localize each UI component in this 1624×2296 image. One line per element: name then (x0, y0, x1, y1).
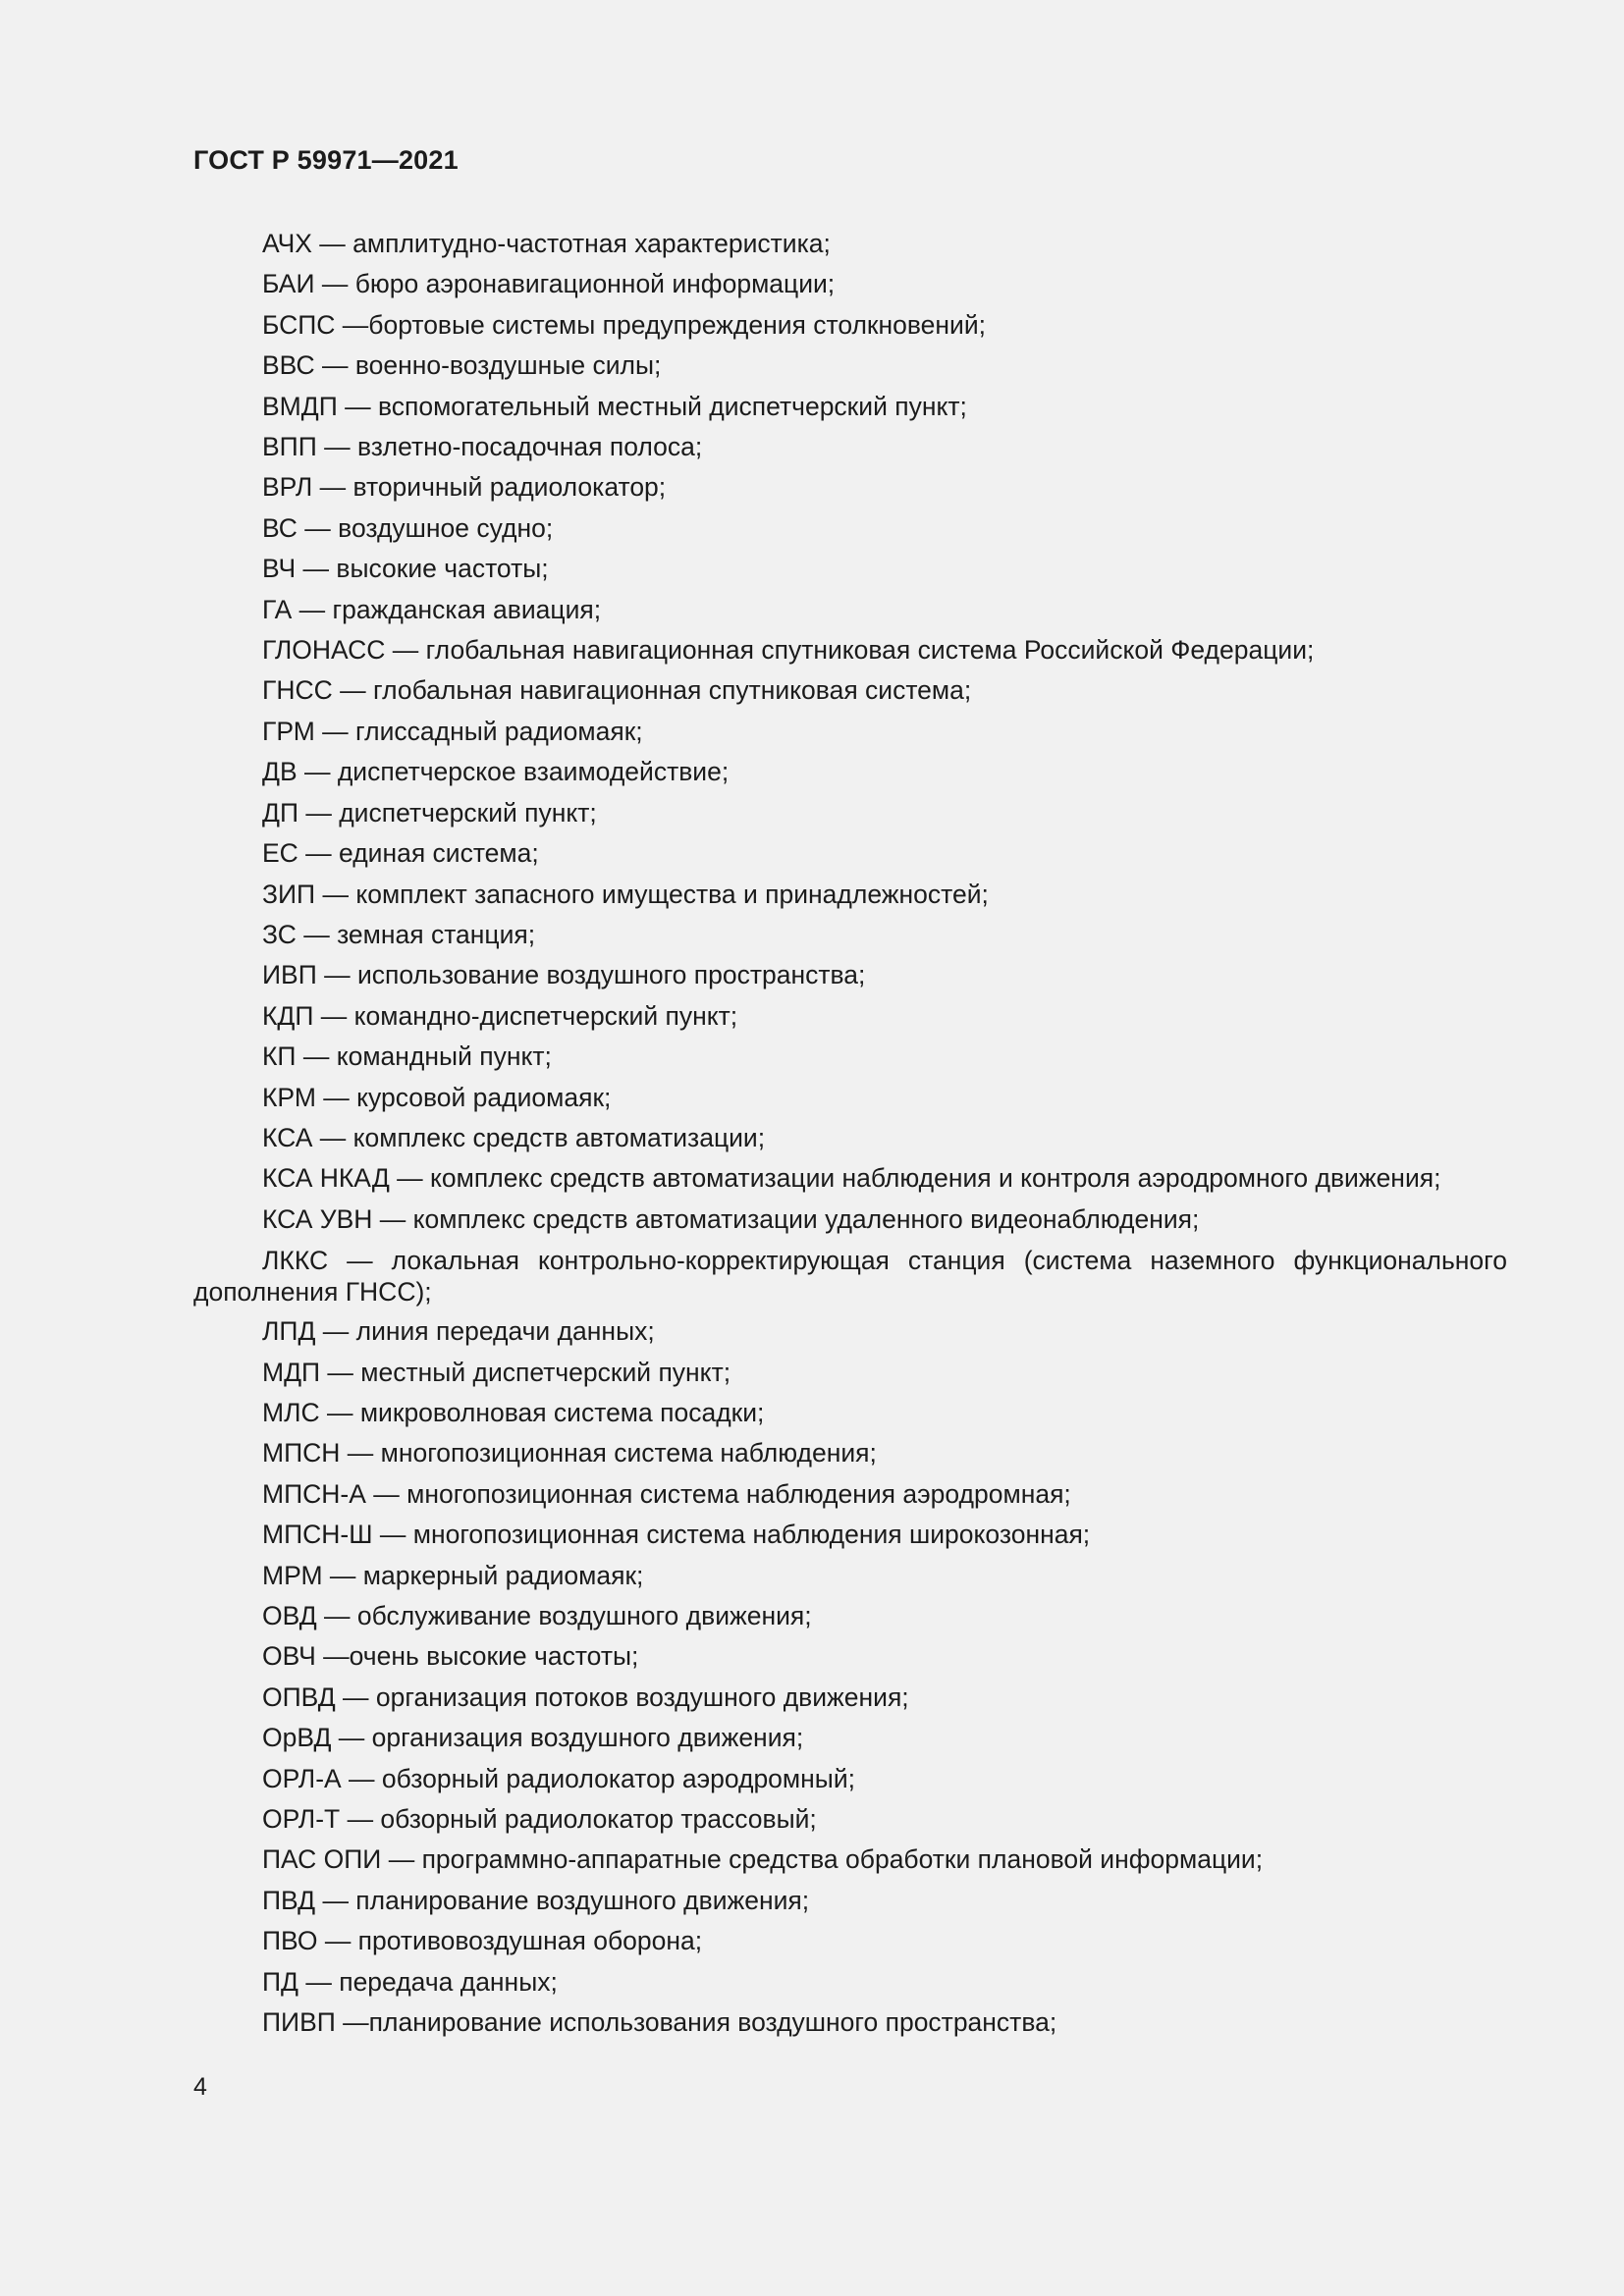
abbreviation-entry: ОПВД — организация потоков воздушного движения; (262, 1682, 909, 1712)
abbreviation-entry: ВВС — военно-воздушные силы; (262, 350, 662, 381)
abbreviation-entry: ПВД — планирование воздушного движения; (262, 1885, 810, 1915)
abbreviation-entry: ЛПД — линия передачи данных; (262, 1316, 655, 1347)
abbreviation-entry: ЗИП — комплект запасного имущества и принадлежностей; (262, 879, 989, 909)
abbreviation-entry: ВС — воздушное судно; (262, 512, 554, 543)
page-number: 4 (193, 2073, 207, 2101)
abbreviation-entry: КРМ — курсовой радиомаяк; (262, 1082, 612, 1112)
abbreviation-entry: МРМ — маркерный радиомаяк; (262, 1560, 644, 1590)
abbreviation-entry: ВПП — взлетно-посадочная полоса; (262, 432, 703, 462)
abbreviation-entry: КДП — командно-диспетчерский пункт; (262, 1000, 738, 1031)
abbreviation-entry: КСА НКАД — комплекс средств автоматизации наблюдения и контроля аэродромного движения; (262, 1163, 1441, 1194)
abbreviation-entry: ПИВП —планирование использования воздушного пространства; (262, 2007, 1057, 2038)
abbreviation-entry: ОВЧ —очень высокие частоты; (262, 1641, 639, 1672)
abbreviation-entry: ГРМ — глиссадный радиомаяк; (262, 716, 643, 746)
abbreviation-entry: МПСН-А — многопозиционная система наблюдения аэродромная; (262, 1478, 1071, 1509)
abbreviation-entry: ВМДП — вспомогательный местный диспетчерский пункт; (262, 391, 967, 421)
abbreviation-entry: КСА — комплекс средств автоматизации; (262, 1122, 766, 1152)
abbreviation-entry: ДВ — диспетчерское взаимодействие; (262, 757, 730, 787)
abbreviation-entry: БСПС —бортовые системы предупреждения столкновений; (262, 309, 987, 340)
abbreviation-entry: ОрВД — организация воздушного движения; (262, 1723, 804, 1753)
abbreviation-entry: ЗС — земная станция; (262, 919, 536, 949)
abbreviation-entry: МПСН — многопозиционная система наблюдения; (262, 1438, 877, 1468)
abbreviation-entry: ЕС — единая система; (262, 838, 539, 869)
abbreviation-entry: ЛККС — локальная контрольно-корректирующая станция (система наземного функционального дополнения ГНСС); (193, 1246, 1507, 1308)
abbreviation-entry: КСА УВН — комплекс средств автоматизации удаленного видеонаблюдения; (262, 1203, 1200, 1234)
abbreviation-entry: ГНСС — глобальная навигационная спутниковая система; (262, 675, 972, 706)
abbreviation-entry: ИВП — использование воздушного пространства; (262, 960, 866, 990)
abbreviation-entry: МЛС — микроволновая система посадки; (262, 1397, 765, 1427)
abbreviation-entry: ОРЛ-А — обзорный радиолокатор аэродромный; (262, 1763, 855, 1793)
abbreviation-entry: ПД — передача данных; (262, 1966, 558, 1997)
abbreviation-entry: ВРЛ — вторичный радиолокатор; (262, 472, 667, 503)
abbreviation-entry: КП — командный пункт; (262, 1041, 552, 1072)
abbreviation-entry: ПАС ОПИ — программно-аппаратные средства обработки плановой информации; (262, 1844, 1264, 1875)
abbreviation-entry: ОРЛ-Т — обзорный радиолокатор трассовый; (262, 1804, 817, 1835)
abbreviation-entry: МПСН-Ш — многопозиционная система наблюдения широкозонная; (262, 1520, 1091, 1550)
abbreviation-entry: ПВО — противовоздушная оборона; (262, 1926, 703, 1956)
abbreviation-entry: ОВД — обслуживание воздушного движения; (262, 1601, 812, 1630)
abbreviation-entry: МДП — местный диспетчерский пункт; (262, 1357, 731, 1387)
document-header: ГОСТ Р 59971—2021 (193, 145, 459, 175)
abbreviation-entry: ГЛОНАСС — глобальная навигационная спутниковая система Российской Федерации; (262, 635, 1315, 666)
abbreviation-entry: АЧХ — амплитудно-частотная характеристика; (262, 229, 831, 258)
abbreviation-entry: БАИ — бюро аэронавигационной информации; (262, 269, 836, 299)
abbreviation-entry: ДП — диспетчерский пункт; (262, 797, 597, 828)
abbreviation-entry: ВЧ — высокие частоты; (262, 554, 549, 584)
abbreviations-list (193, 224, 1507, 2043)
abbreviation-entry: ГА — гражданская авиация; (262, 594, 602, 624)
